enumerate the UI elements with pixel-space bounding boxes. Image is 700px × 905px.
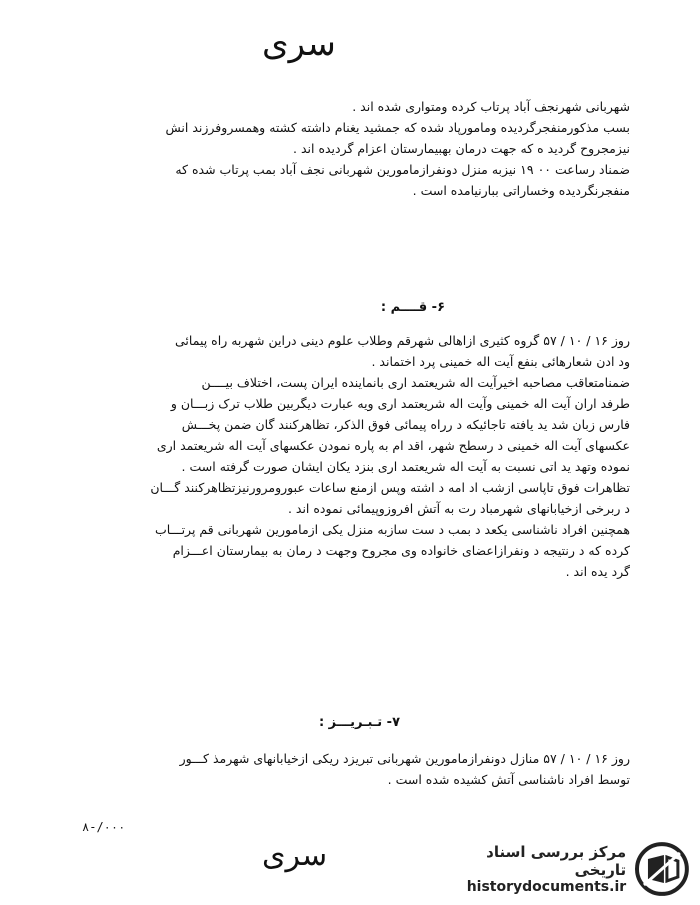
text-line: کرده که د رنتیجه د ونفرازاعضای خانواده وی مجروح وجهت د رمان به بیمارستان اعـــزام <box>172 543 630 558</box>
text-line: د ربرخی ازخیابانهای شهرمباد رت به آتش افروزوپیمائی نموده اند . <box>287 501 630 516</box>
text-line: روز ۱۶ / ۱۰ / ۵۷ گروه کثیری ازاهالی شهرقم وطلاب علوم دینی دراین شهربه راه پیمائی <box>175 333 630 348</box>
text-line: فارس زبان شد ید یافته تاجائیکه د رراه پیمائی فوق الذکر، تظاهرکنند گان ضمن پخـــش <box>181 417 630 432</box>
archive-logo-icon <box>634 841 690 897</box>
text-line: همچنین افراد ناشناسی یکعد د بمب د ست سازبه منزل یکی ازمامورین شهربانی قم پرتـــاب <box>155 522 630 537</box>
section-1-paragraph <box>60 96 630 201</box>
text-line: منفجرنگردیده وخساراتی ببارنیامده است . <box>412 183 630 198</box>
text-line: نموده وتهد ید اتی نسبت به آیت اله شریعتمد اری بنزد یکان ایشان صورت گرفته است . <box>181 459 630 474</box>
text-line: نیزمجروح گردید ه که جهت درمان بهبیمارستان اعزام گردیده اند . <box>293 141 630 156</box>
text-line: طرفد اران آیت اله خمینی وآیت اله شریعتمد اری ویه عبارت دیگربین طلاب ترک زبـــان و <box>170 396 630 411</box>
text-line: ود ادن شعارهائی بنفع آیت اله خمینی پرد اختماند . <box>371 354 630 369</box>
text-line: گرد یده اند . <box>565 564 630 579</box>
text-line: توسط افراد ناشناسی آتش کشیده شده است . <box>387 772 630 787</box>
text-line: ضمنامتعاقب مصاحبه اخیرآیت اله شریعتمد اری بانماینده ایران پست، اختلاف بیــــن <box>201 375 630 390</box>
section-3-heading: ۷- تـبـریـــز : <box>318 715 400 730</box>
watermark-title: مرکز بررسی اسناد تاریخی <box>486 843 627 879</box>
section-2-heading: ۶- قــــم : <box>380 300 445 315</box>
section-2-paragraph <box>60 330 630 582</box>
page-footer-number: ۸-/۰۰۰ <box>82 820 126 834</box>
text-line: شهربانی شهرنجف آباد پرتاب کرده ومتواری شده اند . <box>352 99 630 114</box>
text-line: روز ۱۶ / ۱۰ / ۵۷ منازل دونفرازمامورین شهربانی تبریزد ریکی ازخیابانهای شهرمذ کـــور <box>179 751 630 766</box>
classification-stamp-bottom: سری <box>262 838 328 873</box>
text-line: بسب مذکورمنفجرگردیده ومامورپاد شده که جمشید یغنام داشته کشته وهمسروفرزند انش <box>165 120 630 135</box>
text-line: ضمناد رساعت ۰۰ ۱۹ نیزبه منزل دونفرازمامورین شهربانی نجف آباد بمب پرتاب شده که <box>175 162 630 177</box>
section-3-paragraph <box>60 748 630 790</box>
text-line: عکسهای آیت اله خمینی د رسطح شهر، اقد ام به پاره نمودن عکسهای آیت اله شریعتمد اری <box>156 438 630 453</box>
watermark-url: historydocuments.ir <box>466 879 627 895</box>
watermark-text <box>430 843 626 895</box>
classification-stamp-top: سری <box>262 24 336 64</box>
watermark-logo <box>430 838 690 900</box>
text-line: تظاهرات فوق تاپاسی ازشب اد امه د اشته وپس ازمنع ساعات عبورومرورنیزتظاهرکنند گـــان <box>150 480 630 495</box>
